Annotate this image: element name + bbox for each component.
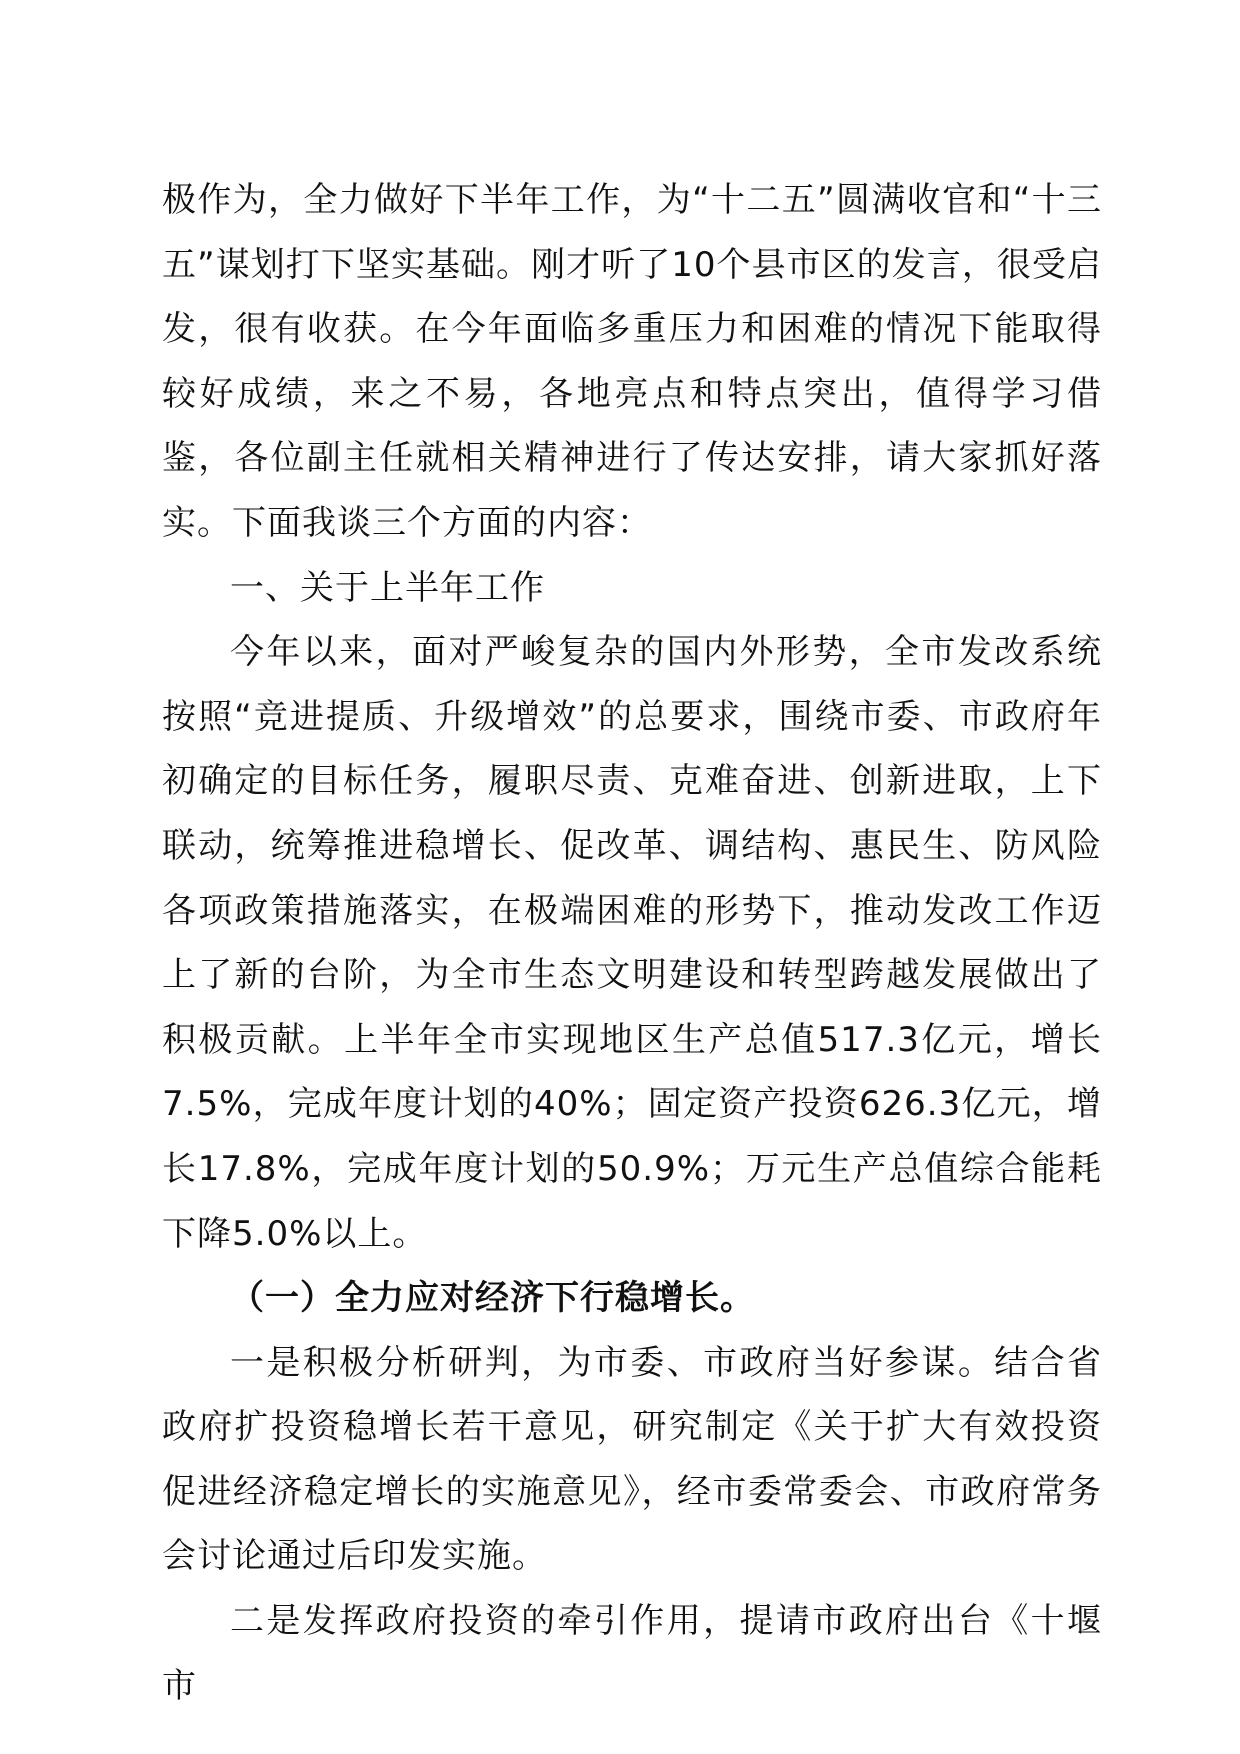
- paragraph-overview: 今年以来，面对严峻复杂的国内外形势，全市发改系统按照“竞进提质、升级增效”的总要求，围绕市委、市政府年初确定的目标任务，履职尽责、克难奋进、创新进取，上下联动，统筹推进稳增长、促改革、调结构、惠民生、防风险各项政策措施落实，在极端困难的形势下，推动发改工作迈上了新的台阶，为全市生态文明建设和转型跨越发展做出了积极贡献。上半年全市实现地区生产总值517.3亿元，增长7.5%，完成年度计划的40%；固定资产投资626.3亿元，增长17.8%，完成年度计划的50.9%；万元生产总值综合能耗下降5.0%以上。: [162, 632, 1102, 1254]
- paragraph-point-two: 二是发挥政府投资的牵引作用，提请市政府出台《十堰市: [162, 1601, 1102, 1706]
- section-heading-first-half: 一、关于上半年工作: [230, 567, 545, 608]
- document-body: [162, 168, 1102, 1718]
- paragraph-intro: 极作为，全力做好下半年工作，为“十二五”圆满收官和“十三五”谋划打下坚实基础。刚才听了10个县市区的发言，很受启发，很有收获。在今年面临多重压力和困难的情况下能取得较好成绩，来之不易，各地亮点和特点突出，值得学习借鉴，各位副主任就相关精神进行了传达安排，请大家抓好落实。下面我谈三个方面的内容：: [162, 180, 1102, 543]
- paragraph-point-one: 一是积极分析研判，为市委、市政府当好参谋。结合省政府扩投资稳增长若干意见，研究制定《关于扩大有效投资促进经济稳定增长的实施意见》，经市委常委会、市政府常务会讨论通过后印发实施。: [162, 1342, 1102, 1577]
- subsection-heading-stable-growth: （一）全力应对经济下行稳增长。: [230, 1278, 755, 1319]
